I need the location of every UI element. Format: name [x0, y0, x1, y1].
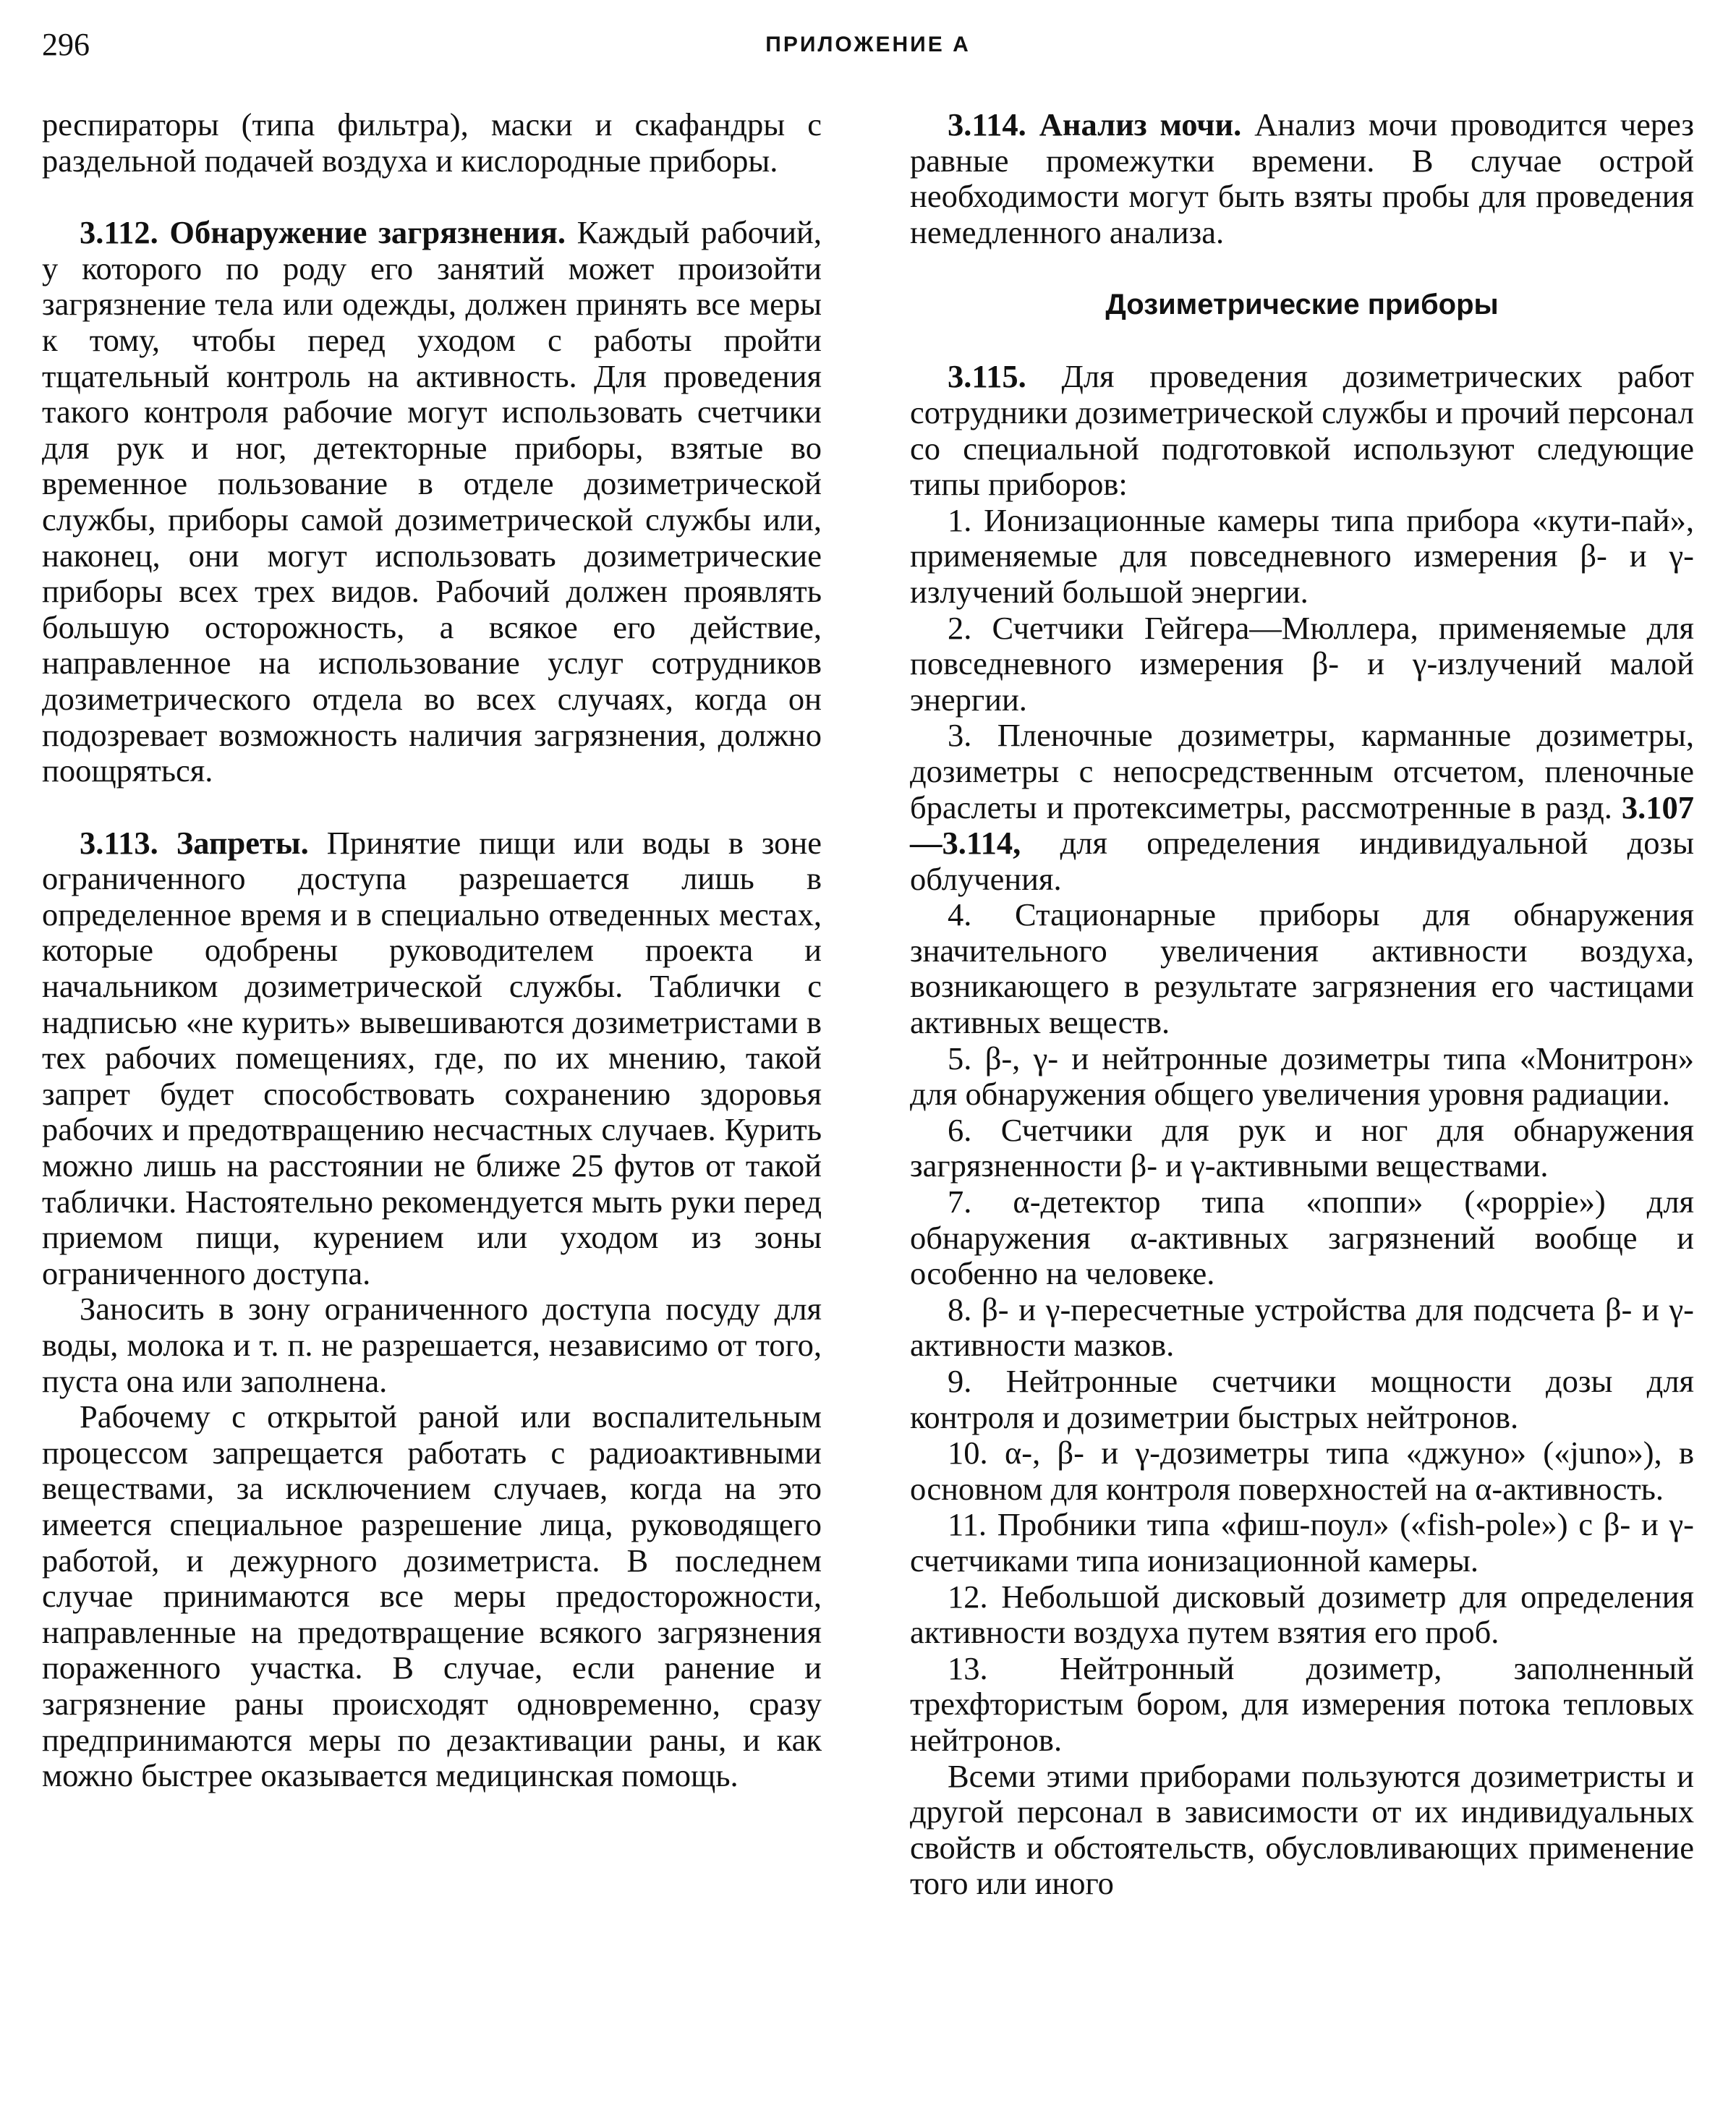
list-item	[910, 718, 1694, 897]
section-3-114	[910, 107, 1694, 250]
list-item: 2. Счетчики Гейгера—Мюллера, применяемые для повседневного измерения β- и γ-излучений малой энергии.	[910, 609, 1694, 718]
list-item: 7. α-детектор типа «поппи» («poppie») для обнаружения α-активных загрязнений вообще и особенно на человеке.	[910, 1184, 1694, 1292]
list-item: 5. β-, γ- и нейтронные дозиметры типа «Монитрон» для обнаружения общего увеличения уровня радиации.	[910, 1040, 1694, 1113]
section-3-115	[910, 359, 1694, 502]
closing-paragraph: Всеми этими приборами пользуются дозиметристы и другой персонал в зависимости от их индивидуальных свойств и обстоятельств, обусловливающих применение того или иного	[910, 1757, 1694, 1902]
section-3-113-title: 3.113. Запреты.	[80, 824, 309, 861]
section-3-112	[42, 215, 822, 789]
list-item: 6. Счетчики для рук и ног для обнаружения загрязненности β- и γ-активными веществами.	[910, 1111, 1694, 1184]
list-item: 8. β- и γ-пересчетные устройства для подсчета β- и γ-активности мазков.	[910, 1291, 1694, 1364]
section-3-112-text: Каждый рабочий, у которого по роду его занятий может произойти загрязнение тела или одежды, должен принять все меры к тому, чтобы перед уходом с работы пройти тщательный контроль на активность. Для проведения такого контроля рабочие могут использовать счетчики для рук и ног, детекторные приборы, взятые во временное пользование в отделе дозиметрической службы, приборы самой дозиметрической службы или, наконец, они могут использовать дозиметрические приборы всех трех видов. Рабочий должен проявлять большую осторожность, а всякое его действие, направленное на использование услуг сотрудников дозиметрического отдела во всех случаях, когда он подозревает возможность наличия загрязнения, должно поощряться.	[42, 214, 822, 789]
section-3-114-title: 3.114. Анализ мочи.	[948, 106, 1242, 143]
list-item: 9. Нейтронные счетчики мощности дозы для контроля и дозиметрии быстрых нейтронов.	[910, 1363, 1694, 1435]
section-3-112-title: 3.112. Обнаружение загрязнения.	[80, 214, 566, 251]
list-item: 12. Небольшой дисковый дозиметр для определения активности воздуха путем взятия его проб.	[910, 1578, 1694, 1651]
page-number: 296	[42, 27, 90, 62]
list-item: 10. α-, β- и γ-дозиметры типа «джуно» («juno»), в основном для контроля поверхностей на α-активность.	[910, 1435, 1694, 1507]
left-column	[42, 107, 822, 1794]
section-3-113	[42, 825, 822, 1292]
section-reference: 3.107—3.114,	[910, 789, 1695, 862]
list-item: 11. Пробники типа «фиш-поул» («fish-pole») с β- и γ-счетчиками типа ионизационной камеры.	[910, 1506, 1694, 1579]
list-item: 4. Стационарные приборы для обнаружения значительного увеличения активности воздуха, возникающего в результате загрязнения его частицами активных веществ.	[910, 896, 1694, 1041]
section-3-113-paragraph-2: Заносить в зону ограниченного доступа посуду для воды, молока и т. п. не разрешается, независимо от того, пуста она или заполнена.	[42, 1291, 822, 1399]
carry-over-paragraph: респираторы (типа фильтра), маски и скафандры с раздельной подачей воздуха и кислородные приборы.	[42, 106, 822, 179]
section-3-115-title: 3.115.	[948, 358, 1026, 395]
section-3-114-text: Анализ мочи проводится через равные промежутки времени. В случае острой необходимости могут быть взяты пробы для проведения немедленного анализа.	[910, 106, 1695, 250]
section-3-113-paragraph-3: Рабочему с открытой раной или воспалительным процессом запрещается работать с радиоактивными веществами, за исключением случаев, когда на это имеется специальное разрешение лица, руководящего работой, и дежурного дозиметриста. В последнем случае принимаются все меры предосторожности, направленные на предотвращение всякого загрязнения пораженного участка. В случае, если ранение и загрязнение раны происходят одновременно, сразу предпринимаются меры по дезактивации раны, и как можно быстрее оказывается медицинская помощь.	[42, 1398, 822, 1794]
section-3-113-text: Принятие пищи или воды в зоне ограниченного доступа разрешается лишь в определенное время и в специально отведенных местах, которые одобрены руководителем проекта и начальником дозиметрической службы. Таблички с надписью «не курить» вывешиваются дозиметристами в тех рабочих помещениях, где, по их мнению, такой запрет будет способствовать сохранению здоровья рабочих и предотвращению несчастных случаев. Курить можно лишь на расстоянии не ближе 25 футов от такой таблички. Настоятельно рекомендуется мыть руки перед приемом пищи, курением или уходом из зоны ограниченного доступа.	[42, 824, 822, 1291]
list-item: 13. Нейтронный дозиметр, заполненный трехфтористым бором, для измерения потока тепловых нейтронов.	[910, 1649, 1694, 1758]
list-item: 1. Ионизационные камеры типа прибора «кути-пай», применяемые для повседневного измерения β- и γ-излучений большой энергии.	[910, 501, 1694, 610]
running-head: ПРИЛОЖЕНИЕ А	[765, 33, 971, 56]
section-3-115-text: Для проведения дозиметрических работ сотрудники дозиметрической службы и прочий персонал со специальной подготовкой используют следующие типы приборов:	[910, 358, 1695, 503]
subheading-dosimetric-instruments: Дозиметрические приборы	[1105, 289, 1499, 321]
right-column	[910, 107, 1694, 1902]
list-item-text: 3. Пленочные дозиметры, карманные дозиметры, дозиметры с непосредственным отсчетом, пленочные браслеты и протексиметры, рассмотренные в разд.	[910, 717, 1694, 825]
list-item-text: для определения индивидуальной дозы облучения.	[910, 825, 1694, 897]
